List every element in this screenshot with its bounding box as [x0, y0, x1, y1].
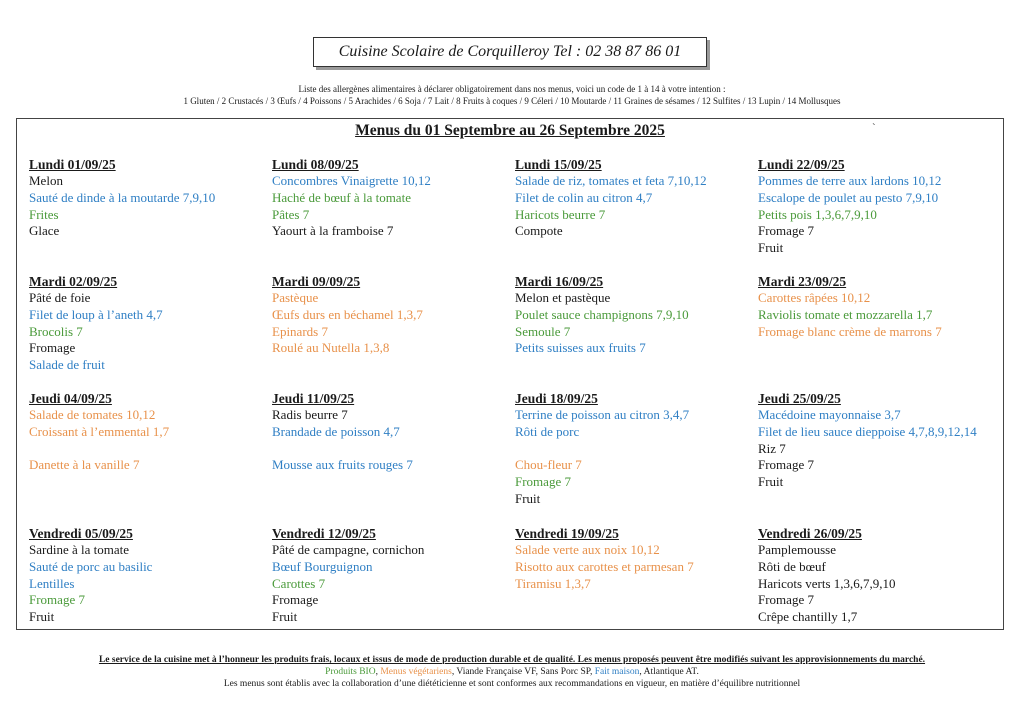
dish-item: Pâté de campagne, cornichon: [272, 542, 425, 557]
dish-item: [272, 441, 512, 458]
day-title: Lundi 08/09/25: [272, 157, 359, 172]
day-title: Jeudi 25/09/25: [758, 391, 841, 406]
dish-item: Pommes de terre aux lardons 10,12: [758, 173, 942, 188]
dish-item: Fromage blanc crème de marrons 7: [758, 323, 942, 339]
dish-item: Fromage: [272, 592, 319, 608]
day-title: Vendredi 05/09/25: [29, 526, 133, 541]
menu-title: Menus du 01 Septembre au 26 Septembre 2025: [355, 122, 665, 139]
footer-dietitian-note: Les menus sont établis avec la collaboration d’une diététicienne et sont conformes aux recommandations en vigueur, en matière d’équilibre nutritionnel: [223, 679, 801, 689]
dish-item: Semoule 7: [515, 323, 571, 339]
day-menu: [515, 274, 755, 357]
day-menu: [515, 157, 755, 240]
day-menu: [272, 157, 512, 240]
day-menu: [758, 526, 998, 626]
dish-item: Salade de riz, tomates et feta 7,10,12: [515, 173, 707, 188]
dish-item: Filet de loup à l’aneth 4,7: [29, 306, 163, 322]
day-title: Vendredi 19/09/25: [515, 526, 619, 541]
day-title: Vendredi 26/09/25: [758, 526, 862, 541]
allergen-list: 1 Gluten / 2 Crustacés / 3 Œufs / 4 Poissons / 5 Arachides / 6 Soja / 7 Lait / 8 Fruits à coques / 9 Céleri / 10 Moutarde / 11 Graines de sésames / 12 Sulfites / 13 Lupin / 14 Mollusques: [183, 96, 841, 106]
dish-item: Filet de lieu sauce dieppoise 4,7,8,9,12,14: [758, 423, 977, 439]
dish-item: Haché de bœuf à la tomate: [272, 189, 411, 205]
dish-item: Crêpe chantilly 1,7: [758, 609, 858, 625]
dish-item: Terrine de poisson au citron 3,4,7: [515, 407, 690, 422]
day-title: Jeudi 18/09/25: [515, 391, 598, 406]
dish-item: Pamplemousse: [758, 542, 836, 557]
dish-item: Tiramisu 1,3,7: [515, 575, 591, 591]
dish-item: Petits pois 1,3,6,7,9,10: [758, 206, 877, 222]
day-menu: [758, 274, 998, 340]
dish-item: Rôti de bœuf: [758, 558, 826, 574]
dish-item: Epinards 7: [272, 323, 328, 339]
dish-item: Yaourt à la framboise 7: [272, 223, 394, 239]
dish-item: Escalope de poulet au pesto 7,9,10: [758, 189, 939, 205]
day-title: Vendredi 12/09/25: [272, 526, 376, 541]
day-menu: [272, 274, 512, 357]
legend-homemade: Fait maison: [594, 667, 640, 677]
day-menu: [29, 391, 269, 474]
day-title: Lundi 01/09/25: [29, 157, 116, 172]
allergen-intro: Liste des allergènes alimentaires à déclarer obligatoirement dans nos menus, voici un code de 1 à 14 à votre intention :: [298, 84, 726, 94]
dish-item: Salade de fruit: [29, 357, 105, 373]
dish-item: Pastèque: [272, 290, 319, 305]
dish-item: Fruit: [758, 474, 784, 490]
day-title: Mardi 09/09/25: [272, 274, 361, 289]
dish-item: Filet de colin au citron 4,7: [515, 189, 653, 205]
dish-item: Pâtes 7: [272, 206, 310, 222]
dish-item: Fromage 7: [515, 474, 571, 490]
dish-item: Fruit: [515, 490, 541, 506]
dish-item: Frites: [29, 206, 59, 222]
menu-frame: [16, 118, 1004, 630]
dish-item: Bœuf Bourguignon: [272, 558, 373, 574]
legend-end: , Atlantique AT.: [639, 667, 699, 677]
dish-item: Fruit: [272, 609, 298, 625]
day-title: Lundi 22/09/25: [758, 157, 845, 172]
dish-item: Concombres Vinaigrette 10,12: [272, 173, 431, 188]
dish-item: Croissant à l’emmental 1,7: [29, 423, 170, 439]
dish-item: Rôti de porc: [515, 423, 580, 439]
day-title: Mardi 02/09/25: [29, 274, 118, 289]
dish-item: Petits suisses aux fruits 7: [515, 340, 646, 356]
day-menu: [272, 391, 512, 474]
dish-item: Haricots verts 1,3,6,7,9,10: [758, 575, 896, 591]
day-menu: [29, 274, 269, 374]
dish-item: Raviolis tomate et mozzarella 1,7: [758, 306, 933, 322]
day-title: Mardi 16/09/25: [515, 274, 604, 289]
dish-item: Sauté de dinde à la moutarde 7,9,10: [29, 189, 216, 205]
day-menu: [272, 526, 512, 626]
dish-item: Carottes 7: [272, 575, 326, 591]
legend-vegetarian: Menus végétariens: [380, 667, 452, 677]
footer-notice: Le service de la cuisine met à l’honneur les produits frais, locaux et issus de mode de production durable et de qualité. Les menus proposés peuvent être modifiés suivant les approvisionnements du marché.: [98, 655, 926, 665]
legend-middle: , Viande Française VF, Sans Porc SP,: [451, 667, 595, 677]
legend-separator: ,: [375, 667, 381, 677]
dish-item: Mousse aux fruits rouges 7: [272, 457, 413, 473]
dish-item: Poulet sauce champignons 7,9,10: [515, 306, 689, 322]
day-title: Mardi 23/09/25: [758, 274, 847, 289]
dish-item: Sardine à la tomate: [29, 542, 129, 557]
dish-item: [29, 441, 269, 458]
dish-item: Macédoine mayonnaise 3,7: [758, 407, 901, 422]
dish-item: Riz 7: [758, 440, 786, 456]
dish-item: Danette à la vanille 7: [29, 457, 140, 473]
dish-item: Haricots beurre 7: [515, 206, 606, 222]
dish-item: Sauté de porc au basilic: [29, 558, 153, 574]
dish-item: Lentilles: [29, 575, 75, 591]
dish-item: Fromage 7: [758, 223, 814, 239]
dish-item: Roulé au Nutella 1,3,8: [272, 340, 390, 356]
day-title: Jeudi 04/09/25: [29, 391, 112, 406]
day-menu: [758, 391, 998, 491]
dish-item: Œufs durs en béchamel 1,3,7: [272, 306, 423, 322]
dish-item: Fromage 7: [29, 592, 85, 608]
day-menu: [515, 391, 755, 508]
dish-item: Chou-fleur 7: [515, 457, 582, 473]
dish-item: Fromage: [29, 340, 76, 356]
dish-item: Brandade de poisson 4,7: [272, 423, 400, 439]
dish-item: Radis beurre 7: [272, 407, 348, 422]
footer-legend: [0, 667, 1024, 677]
day-title: Jeudi 11/09/25: [272, 391, 355, 406]
dish-item: Compote: [515, 223, 563, 239]
dish-item: Glace: [29, 223, 60, 239]
dish-item: Risotto aux carottes et parmesan 7: [515, 558, 694, 574]
dish-item: Fruit: [758, 240, 784, 256]
day-menu: [29, 526, 269, 626]
dish-item: Pâté de foie: [29, 290, 91, 305]
dish-item: Melon: [29, 173, 63, 188]
dish-item: Brocolis 7: [29, 323, 83, 339]
dish-item: Fromage 7: [758, 592, 814, 608]
dish-item: [515, 441, 755, 458]
stray-mark: `: [872, 122, 876, 134]
day-title: Lundi 15/09/25: [515, 157, 602, 172]
day-menu: [515, 526, 755, 592]
day-menu: [758, 157, 998, 257]
dish-item: Melon et pastèque: [515, 290, 611, 305]
header-title: Cuisine Scolaire de Corquilleroy Tel : 02 38 87 86 01: [313, 37, 707, 67]
dish-item: Carottes râpées 10,12: [758, 290, 871, 305]
dish-item: Fromage 7: [758, 457, 814, 473]
dish-item: Fruit: [29, 609, 55, 625]
day-menu: [29, 157, 269, 240]
legend-bio: Produits BIO: [325, 667, 376, 677]
dish-item: Salade verte aux noix 10,12: [515, 542, 660, 557]
dish-item: Salade de tomates 10,12: [29, 407, 156, 422]
